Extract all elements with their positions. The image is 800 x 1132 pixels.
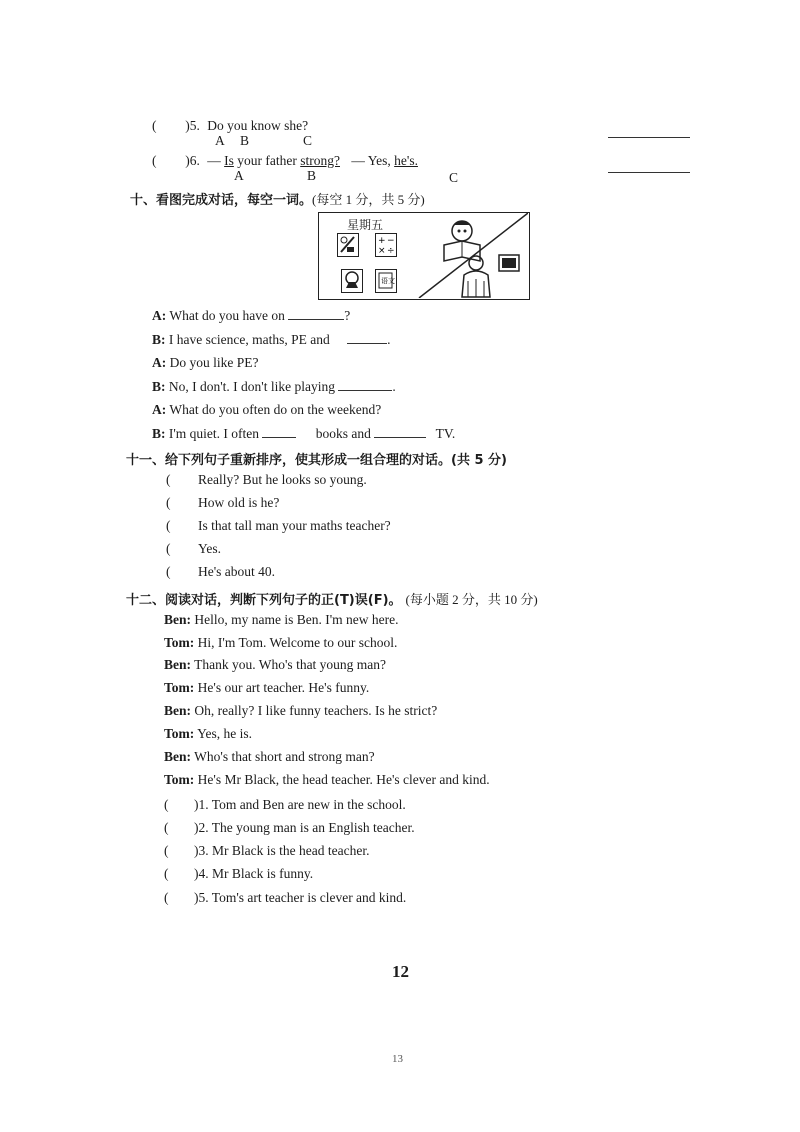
- speaker: Ben:: [164, 657, 191, 672]
- section-10-heading: [130, 189, 425, 209]
- picture-label: 星期五: [347, 218, 384, 232]
- tf-question-1: [164, 797, 406, 813]
- question-text: The young man is an English teacher.: [211, 820, 415, 835]
- reading-line-7: [164, 749, 375, 765]
- speaker: B:: [152, 379, 166, 394]
- question-number: )1.: [194, 797, 209, 812]
- svg-text:×: ×: [378, 246, 386, 255]
- answer-paren[interactable]: (: [164, 866, 169, 881]
- question-number: )5.: [185, 118, 200, 133]
- section-11-heading: [126, 449, 507, 469]
- line-text: I have science, maths, PE and: [168, 332, 330, 347]
- section-title: 十二、阅读对话，判断下列句子的正(T)误(F)。: [126, 593, 402, 608]
- answer-paren[interactable]: (: [164, 843, 169, 858]
- line-text: Yes, he is.: [197, 726, 253, 741]
- answer-paren[interactable]: (: [164, 890, 169, 905]
- reading-line-3: [164, 657, 386, 673]
- watching-tv-icon: [454, 251, 524, 299]
- answer-paren[interactable]: (: [166, 518, 171, 533]
- line-text: TV.: [435, 426, 456, 441]
- option-label-c: C: [303, 133, 313, 148]
- schedule-picture: [318, 212, 530, 300]
- order-item-4: [166, 541, 221, 557]
- blank-5[interactable]: [374, 426, 426, 438]
- question-6: [152, 153, 418, 169]
- line-text: Thank you. Who's that young man?: [194, 657, 387, 672]
- underlined-word-b: strong?: [300, 153, 340, 168]
- svg-text:÷: ÷: [387, 246, 395, 255]
- svg-text:+: +: [378, 236, 386, 246]
- reading-line-6: [164, 726, 252, 742]
- answer-paren[interactable]: (: [166, 495, 171, 510]
- footer-number: 13: [392, 1053, 403, 1065]
- tf-question-3: [164, 843, 369, 859]
- item-text: He's about 40.: [198, 564, 276, 579]
- dialogue-line-5: [152, 402, 381, 418]
- question-text: Mr Black is the head teacher.: [212, 843, 370, 858]
- blank-1[interactable]: [288, 308, 344, 320]
- item-text: Really? But he looks so young.: [198, 472, 367, 487]
- page-number: 12: [392, 962, 409, 981]
- speaker: B:: [152, 426, 166, 441]
- section-12-heading: [126, 589, 538, 609]
- speaker: B:: [152, 332, 166, 347]
- question-text: Tom and Ben are new in the school.: [211, 797, 406, 812]
- dialogue-line-3: [152, 355, 259, 371]
- speaker: Ben:: [164, 703, 191, 718]
- answer-paren[interactable]: (: [164, 797, 169, 812]
- chinese-book-icon: [375, 269, 397, 293]
- punct: .: [392, 379, 396, 394]
- line-text: Hello, my name is Ben. I'm new here.: [194, 612, 399, 627]
- answer-line[interactable]: [608, 172, 690, 173]
- section-score: (每小题 2 分，共 10 分): [405, 592, 538, 607]
- maths-icon: [375, 233, 397, 257]
- answer-paren[interactable]: (: [166, 472, 171, 487]
- line-text: Hi, I'm Tom. Welcome to our school.: [197, 635, 398, 650]
- question-number: )5.: [194, 890, 209, 905]
- speaker: Tom:: [164, 772, 195, 787]
- speaker: A:: [152, 402, 167, 417]
- option-label-b: B: [307, 168, 317, 183]
- reading-line-1: [164, 612, 399, 628]
- option-label-c: C: [449, 170, 459, 185]
- dash: —: [207, 153, 221, 168]
- reading-line-8: [164, 772, 490, 788]
- line-text: I'm quiet. I often: [168, 426, 260, 441]
- order-item-5: [166, 564, 275, 580]
- question-number: )2.: [194, 820, 209, 835]
- line-text: No, I don't. I don't like playing: [168, 379, 335, 394]
- line-text: Who's that short and strong man?: [194, 749, 375, 764]
- line-text: Do you like PE?: [169, 355, 259, 370]
- item-text: Yes.: [198, 541, 222, 556]
- answer-paren[interactable]: (: [164, 820, 169, 835]
- order-item-3: [166, 518, 391, 534]
- pe-icon: [341, 269, 363, 293]
- order-item-1: [166, 472, 367, 488]
- svg-text:语文: 语文: [381, 277, 395, 285]
- answer-paren[interactable]: (: [166, 564, 171, 579]
- punct: .: [387, 332, 391, 347]
- dialogue-line-2: [152, 332, 390, 348]
- answer-paren: (: [152, 118, 157, 133]
- answer-paren: (: [152, 153, 157, 168]
- science-icon: [337, 233, 359, 257]
- question-text: Do you know she?: [207, 118, 309, 133]
- speaker: Tom:: [164, 635, 195, 650]
- answer-line[interactable]: [608, 137, 690, 138]
- order-item-2: [166, 495, 279, 511]
- blank-4[interactable]: [262, 426, 296, 438]
- section-title: 十一、给下列句子重新排序，使其形成一组合理的对话。(共 5 分): [126, 453, 507, 468]
- underlined-word-a: Is: [224, 153, 234, 168]
- line-text: books and: [315, 426, 371, 441]
- speaker: A:: [152, 355, 167, 370]
- question-text: Mr Black is funny.: [212, 866, 314, 881]
- blank-3[interactable]: [338, 379, 392, 391]
- line-text: He's Mr Black, the head teacher. He's clever and kind.: [197, 772, 490, 787]
- line-text: He's our art teacher. He's funny.: [197, 680, 370, 695]
- speaker: Ben:: [164, 612, 191, 627]
- question-text: — Yes,: [351, 153, 391, 168]
- speaker: Tom:: [164, 680, 195, 695]
- option-label-a: A: [215, 133, 225, 148]
- dialogue-line-4: [152, 379, 396, 395]
- blank-2[interactable]: [347, 332, 387, 344]
- reading-line-5: [164, 703, 437, 719]
- svg-text:−: −: [387, 236, 395, 246]
- line-text: What do you have on: [169, 308, 285, 323]
- section-score: (每空 1 分，共 5 分): [312, 192, 425, 207]
- line-text: What do you often do on the weekend?: [169, 402, 382, 417]
- speaker: A:: [152, 308, 167, 323]
- option-label-b: B: [240, 133, 250, 148]
- punct: ?: [344, 308, 351, 323]
- dialogue-line-1: [152, 308, 350, 324]
- reading-line-2: [164, 635, 397, 651]
- question-number: )6.: [185, 153, 200, 168]
- option-label-a: A: [234, 168, 244, 183]
- line-text: Oh, really? I like funny teachers. Is he strict?: [194, 703, 438, 718]
- question-text: Tom's art teacher is clever and kind.: [211, 890, 407, 905]
- item-text: Is that tall man your maths teacher?: [198, 518, 391, 533]
- speaker: Tom:: [164, 726, 195, 741]
- reading-line-4: [164, 680, 369, 696]
- question-text: your father: [237, 153, 297, 168]
- question-number: )3.: [194, 843, 209, 858]
- tf-question-5: [164, 890, 406, 906]
- dialogue-line-6: [152, 426, 455, 442]
- tf-question-4: [164, 866, 313, 882]
- answer-paren[interactable]: (: [166, 541, 171, 556]
- underlined-word-c: he's.: [394, 153, 418, 168]
- section-title: 十、看图完成对话，每空一词。: [130, 193, 313, 208]
- item-text: How old is he?: [198, 495, 280, 510]
- question-number: )4.: [194, 866, 209, 881]
- tf-question-2: [164, 820, 415, 836]
- question-5: [152, 118, 308, 134]
- speaker: Ben:: [164, 749, 191, 764]
